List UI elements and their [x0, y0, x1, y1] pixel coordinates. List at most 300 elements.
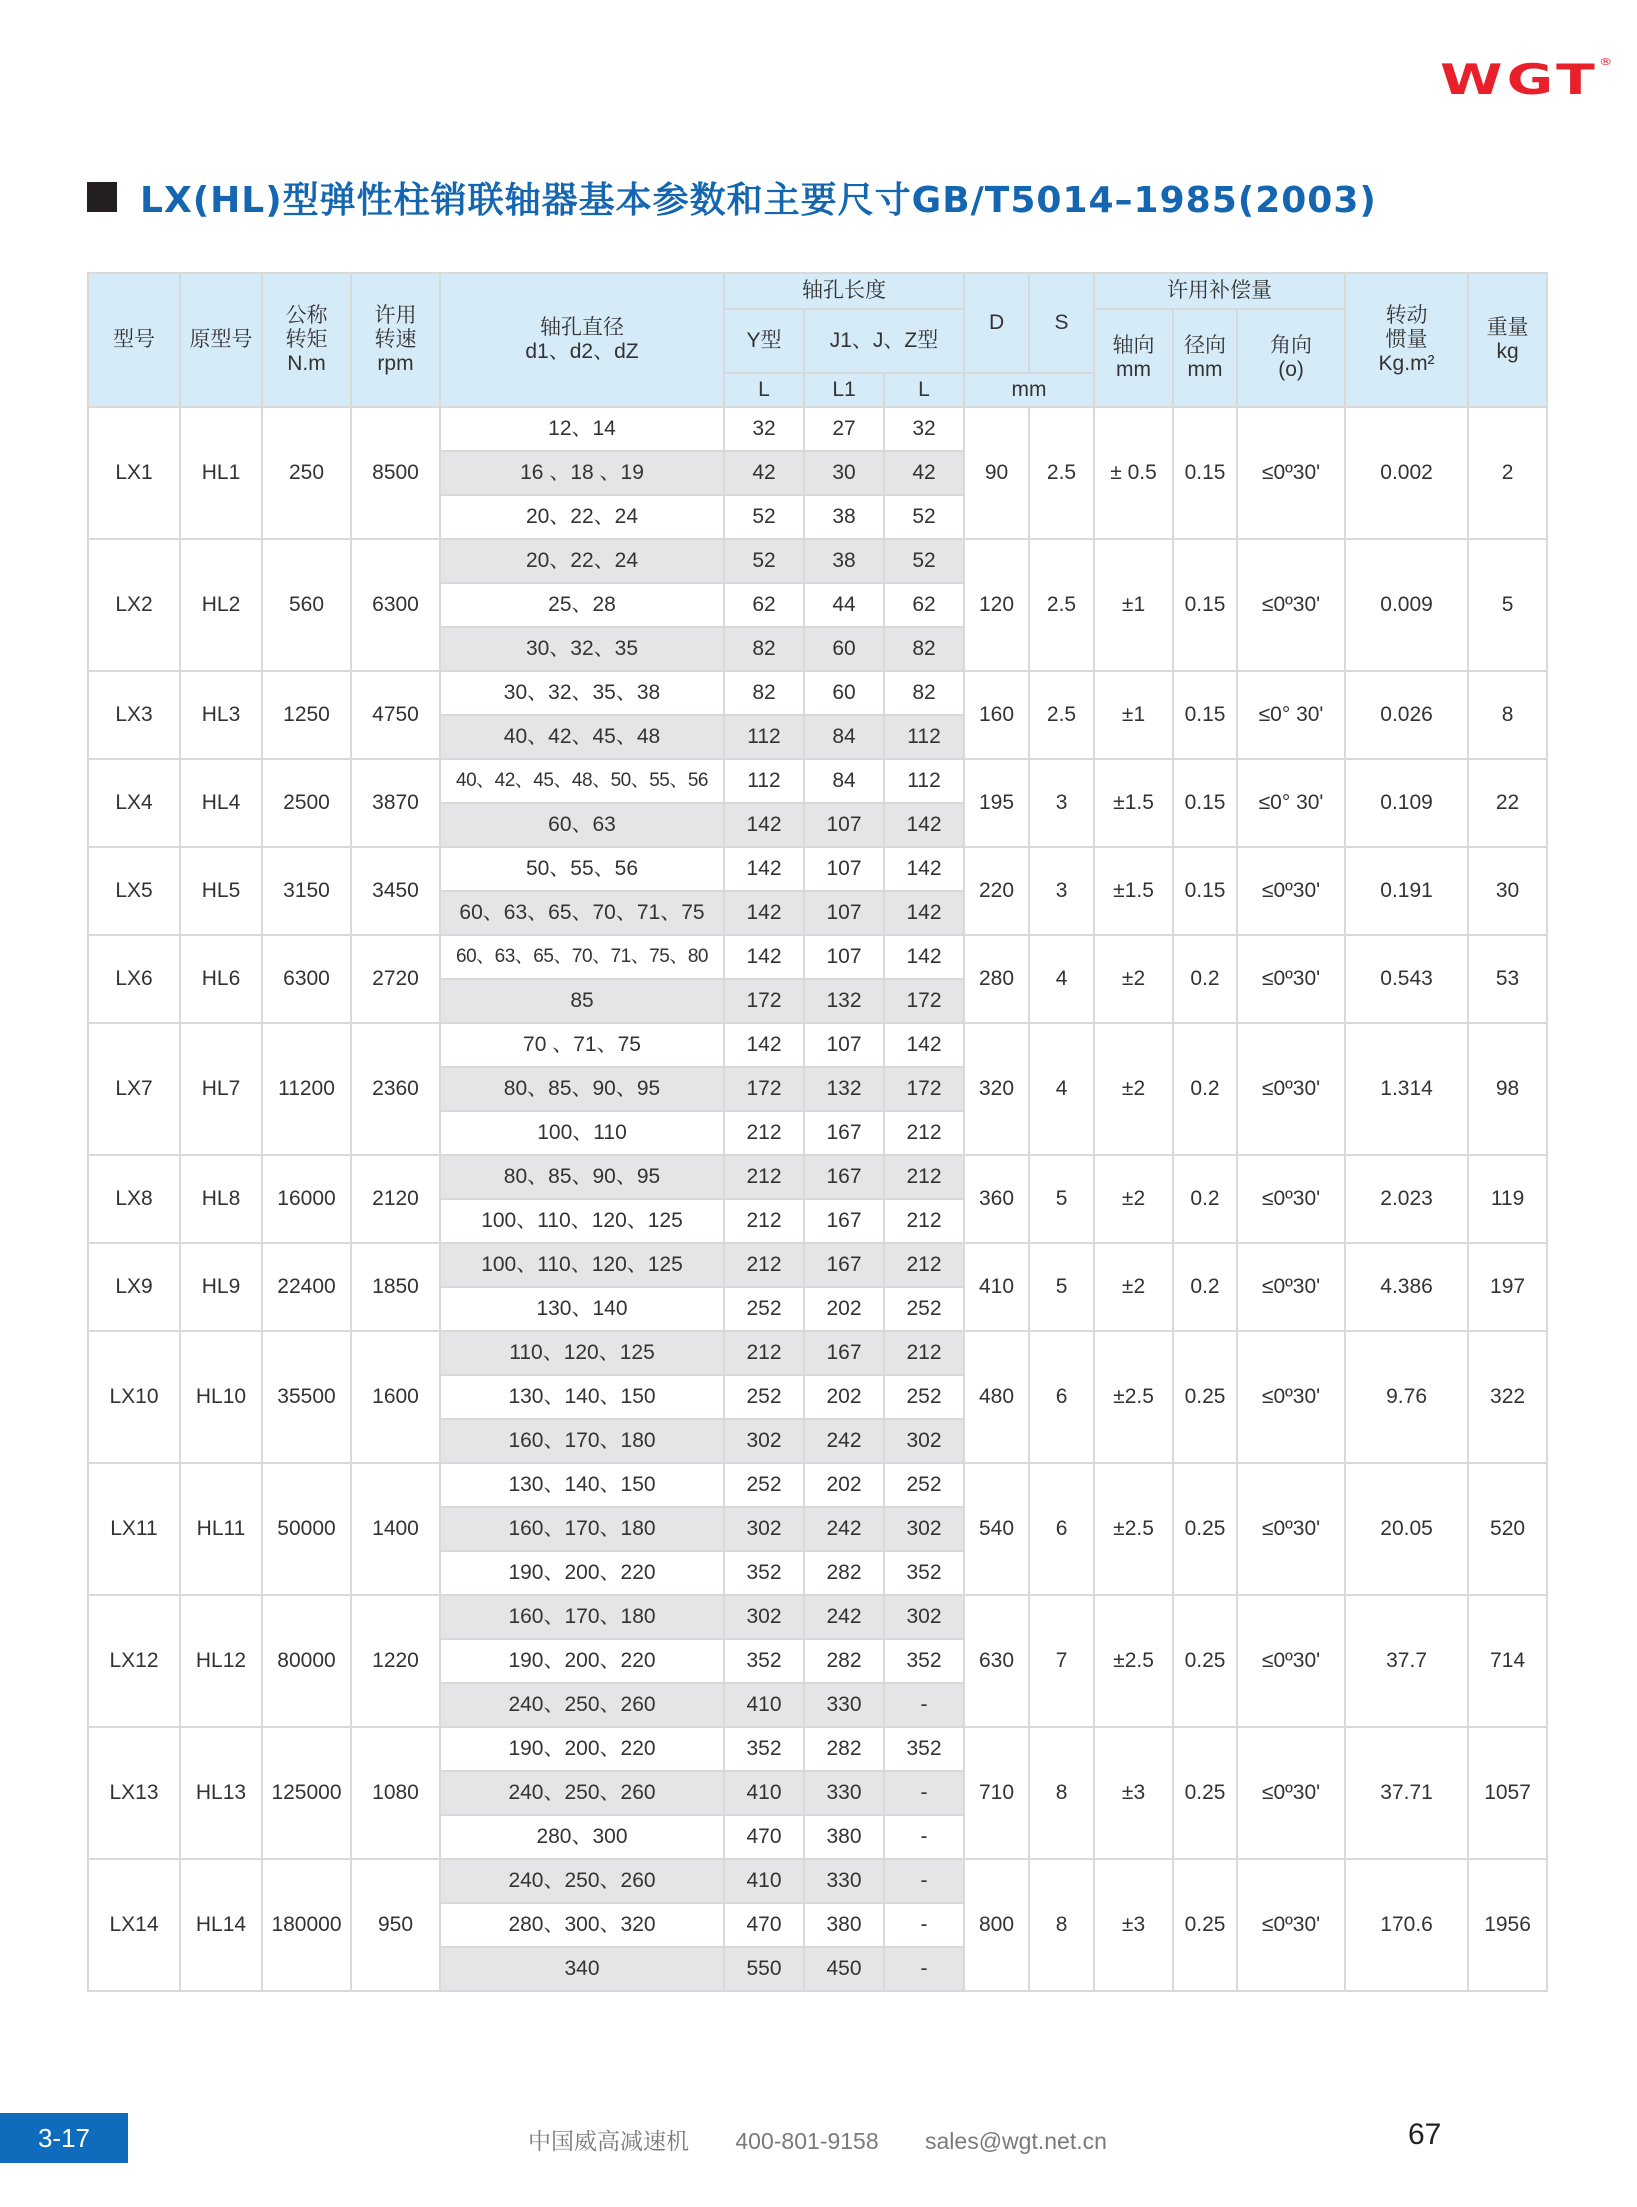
- cell-j-L1: 84: [804, 715, 884, 759]
- cell-weight: 30: [1468, 847, 1547, 935]
- cell-bore-diameter: 80、85、90、95: [440, 1155, 724, 1199]
- cell-speed: 4750: [351, 671, 440, 759]
- cell-bore-diameter: 160、170、180: [440, 1507, 724, 1551]
- cell-weight: 322: [1468, 1331, 1547, 1463]
- header-j-L: L: [884, 373, 964, 407]
- cell-speed: 2120: [351, 1155, 440, 1243]
- cell-y-L: 410: [724, 1859, 804, 1903]
- cell-radial: 0.15: [1173, 759, 1237, 847]
- cell-j-L1: 330: [804, 1859, 884, 1903]
- cell-bore-diameter: 100、110: [440, 1111, 724, 1155]
- cell-angular: ≤0º30': [1237, 1463, 1345, 1595]
- cell-bore-diameter: 130、140、150: [440, 1375, 724, 1419]
- cell-speed: 3870: [351, 759, 440, 847]
- cell-y-L: 302: [724, 1595, 804, 1639]
- cell-j-L: 142: [884, 935, 964, 979]
- cell-bore-diameter: 12、14: [440, 407, 724, 451]
- cell-j-L: 212: [884, 1111, 964, 1155]
- cell-D: 710: [964, 1727, 1029, 1859]
- cell-j-L1: 107: [804, 803, 884, 847]
- cell-radial: 0.2: [1173, 1243, 1237, 1331]
- cell-bore-diameter: 30、32、35: [440, 627, 724, 671]
- cell-axial: ±1.5: [1094, 847, 1173, 935]
- cell-radial: 0.15: [1173, 407, 1237, 539]
- cell-speed: 2720: [351, 935, 440, 1023]
- table-row: [88, 1727, 1547, 1771]
- cell-y-L: 52: [724, 495, 804, 539]
- cell-bore-diameter: 100、110、120、125: [440, 1199, 724, 1243]
- cell-bore-diameter: 60、63: [440, 803, 724, 847]
- cell-radial: 0.2: [1173, 1023, 1237, 1155]
- cell-j-L: 142: [884, 803, 964, 847]
- cell-bore-diameter: 340: [440, 1947, 724, 1991]
- cell-j-L: 172: [884, 979, 964, 1023]
- cell-speed: 2360: [351, 1023, 440, 1155]
- cell-speed: 1850: [351, 1243, 440, 1331]
- cell-torque: 180000: [262, 1859, 351, 1991]
- cell-torque: 1250: [262, 671, 351, 759]
- cell-y-L: 142: [724, 803, 804, 847]
- cell-bore-diameter: 190、200、220: [440, 1639, 724, 1683]
- cell-speed: 1220: [351, 1595, 440, 1727]
- table-row: [88, 407, 1547, 451]
- cell-y-L: 112: [724, 715, 804, 759]
- cell-j-L: 82: [884, 627, 964, 671]
- cell-j-L: 172: [884, 1067, 964, 1111]
- table-row: [88, 1243, 1547, 1287]
- cell-j-L: 352: [884, 1639, 964, 1683]
- cell-D: 220: [964, 847, 1029, 935]
- header-D: D: [964, 273, 1029, 373]
- cell-j-L1: 167: [804, 1155, 884, 1199]
- wgt-logo: [1440, 55, 1612, 104]
- section-tab: 3-17: [0, 2113, 128, 2163]
- cell-weight: 119: [1468, 1155, 1547, 1243]
- cell-angular: ≤0° 30': [1237, 759, 1345, 847]
- cell-axial: ±2.5: [1094, 1331, 1173, 1463]
- cell-j-L1: 330: [804, 1771, 884, 1815]
- footer-email: sales@wgt.net.cn: [925, 2128, 1107, 2154]
- cell-torque: 250: [262, 407, 351, 539]
- cell-inertia: 0.191: [1345, 847, 1468, 935]
- cell-angular: ≤0º30': [1237, 847, 1345, 935]
- cell-j-L1: 167: [804, 1111, 884, 1155]
- table-row: [88, 847, 1547, 891]
- cell-angular: ≤0º30': [1237, 1727, 1345, 1859]
- cell-j-L: -: [884, 1815, 964, 1859]
- cell-torque: 3150: [262, 847, 351, 935]
- cell-j-L: 52: [884, 539, 964, 583]
- cell-y-L: 410: [724, 1683, 804, 1727]
- cell-j-L: 112: [884, 715, 964, 759]
- cell-j-L1: 107: [804, 1023, 884, 1067]
- cell-j-L: 212: [884, 1155, 964, 1199]
- cell-y-L: 302: [724, 1507, 804, 1551]
- title-bullet-square-icon: [87, 182, 117, 212]
- table-row: [88, 759, 1547, 803]
- cell-axial: ±1.5: [1094, 759, 1173, 847]
- cell-y-L: 470: [724, 1903, 804, 1947]
- cell-axial: ±2: [1094, 1243, 1173, 1331]
- cell-y-L: 352: [724, 1551, 804, 1595]
- cell-j-L: -: [884, 1771, 964, 1815]
- cell-torque: 80000: [262, 1595, 351, 1727]
- cell-D: 195: [964, 759, 1029, 847]
- cell-inertia: 37.7: [1345, 1595, 1468, 1727]
- cell-axial: ±2: [1094, 1023, 1173, 1155]
- cell-j-L1: 330: [804, 1683, 884, 1727]
- cell-old-model: HL3: [180, 671, 262, 759]
- cell-radial: 0.25: [1173, 1595, 1237, 1727]
- cell-j-L1: 30: [804, 451, 884, 495]
- header-axial: 轴向 mm: [1094, 309, 1173, 407]
- cell-inertia: 0.109: [1345, 759, 1468, 847]
- table-body: [88, 407, 1547, 1991]
- cell-j-L: 212: [884, 1243, 964, 1287]
- table-header: [88, 273, 1547, 407]
- cell-D: 410: [964, 1243, 1029, 1331]
- cell-weight: 53: [1468, 935, 1547, 1023]
- cell-model: LX6: [88, 935, 180, 1023]
- footer-phone: 400-801-9158: [735, 2128, 879, 2154]
- cell-j-L: 142: [884, 891, 964, 935]
- cell-j-L1: 132: [804, 1067, 884, 1111]
- cell-j-L1: 202: [804, 1375, 884, 1419]
- cell-j-L1: 202: [804, 1463, 884, 1507]
- cell-D: 480: [964, 1331, 1029, 1463]
- cell-S: 3: [1029, 847, 1094, 935]
- cell-j-L: 252: [884, 1463, 964, 1507]
- cell-old-model: HL11: [180, 1463, 262, 1595]
- cell-j-L: -: [884, 1683, 964, 1727]
- cell-speed: 1080: [351, 1727, 440, 1859]
- registered-mark: ®: [1598, 57, 1613, 68]
- cell-old-model: HL12: [180, 1595, 262, 1727]
- table-row: [88, 1155, 1547, 1199]
- header-old-model: 原型号: [180, 273, 262, 407]
- cell-y-L: 410: [724, 1771, 804, 1815]
- cell-j-L: 32: [884, 407, 964, 451]
- header-j-L1: L1: [804, 373, 884, 407]
- coupling-spec-table: [87, 272, 1548, 1992]
- cell-bore-diameter: 70 、71、75: [440, 1023, 724, 1067]
- cell-weight: 8: [1468, 671, 1547, 759]
- cell-inertia: 0.026: [1345, 671, 1468, 759]
- cell-radial: 0.25: [1173, 1859, 1237, 1991]
- cell-torque: 35500: [262, 1331, 351, 1463]
- cell-axial: ±2: [1094, 1155, 1173, 1243]
- logo-text: WGT: [1440, 55, 1599, 104]
- table-row: [88, 1859, 1547, 1903]
- cell-angular: ≤0º30': [1237, 1243, 1345, 1331]
- cell-S: 2.5: [1029, 671, 1094, 759]
- cell-weight: 520: [1468, 1463, 1547, 1595]
- cell-model: LX9: [88, 1243, 180, 1331]
- cell-y-L: 142: [724, 847, 804, 891]
- cell-angular: ≤0º30': [1237, 1155, 1345, 1243]
- cell-D: 120: [964, 539, 1029, 671]
- cell-bore-diameter: 240、250、260: [440, 1859, 724, 1903]
- cell-j-L: 142: [884, 847, 964, 891]
- cell-old-model: HL5: [180, 847, 262, 935]
- cell-bore-diameter: 130、140: [440, 1287, 724, 1331]
- header-y-type: Y型: [724, 309, 804, 373]
- header-mm-unit: mm: [964, 373, 1094, 407]
- cell-bore-diameter: 20、22、24: [440, 495, 724, 539]
- cell-axial: ±2.5: [1094, 1463, 1173, 1595]
- cell-D: 160: [964, 671, 1029, 759]
- cell-bore-diameter: 80、85、90、95: [440, 1067, 724, 1111]
- cell-old-model: HL13: [180, 1727, 262, 1859]
- header-bore-length-group: 轴孔长度: [724, 273, 964, 309]
- cell-torque: 6300: [262, 935, 351, 1023]
- cell-j-L: 212: [884, 1331, 964, 1375]
- cell-speed: 6300: [351, 539, 440, 671]
- cell-j-L1: 107: [804, 847, 884, 891]
- header-model: 型号: [88, 273, 180, 407]
- cell-axial: ±1: [1094, 539, 1173, 671]
- cell-y-L: 82: [724, 627, 804, 671]
- cell-y-L: 212: [724, 1199, 804, 1243]
- cell-old-model: HL9: [180, 1243, 262, 1331]
- cell-j-L1: 242: [804, 1419, 884, 1463]
- cell-S: 3: [1029, 759, 1094, 847]
- cell-j-L1: 132: [804, 979, 884, 1023]
- table-row: [88, 1023, 1547, 1067]
- header-compensation-group: 许用补偿量: [1094, 273, 1345, 309]
- cell-j-L: 42: [884, 451, 964, 495]
- cell-j-L1: 44: [804, 583, 884, 627]
- cell-angular: ≤0º30': [1237, 1331, 1345, 1463]
- cell-inertia: 2.023: [1345, 1155, 1468, 1243]
- cell-j-L1: 107: [804, 891, 884, 935]
- cell-radial: 0.15: [1173, 671, 1237, 759]
- table-row: [88, 671, 1547, 715]
- header-speed: 许用 转速 rpm: [351, 273, 440, 407]
- cell-y-L: 142: [724, 1023, 804, 1067]
- cell-bore-diameter: 240、250、260: [440, 1771, 724, 1815]
- header-S: S: [1029, 273, 1094, 373]
- cell-inertia: 37.71: [1345, 1727, 1468, 1859]
- cell-j-L: -: [884, 1903, 964, 1947]
- cell-torque: 11200: [262, 1023, 351, 1155]
- table-row: [88, 1463, 1547, 1507]
- cell-S: 4: [1029, 935, 1094, 1023]
- cell-j-L: 142: [884, 1023, 964, 1067]
- cell-j-L: 252: [884, 1375, 964, 1419]
- cell-D: 280: [964, 935, 1029, 1023]
- cell-model: LX7: [88, 1023, 180, 1155]
- cell-old-model: HL1: [180, 407, 262, 539]
- cell-y-L: 212: [724, 1331, 804, 1375]
- cell-model: LX13: [88, 1727, 180, 1859]
- cell-j-L: 62: [884, 583, 964, 627]
- cell-D: 90: [964, 407, 1029, 539]
- cell-model: LX4: [88, 759, 180, 847]
- cell-y-L: 212: [724, 1243, 804, 1287]
- cell-j-L: 212: [884, 1199, 964, 1243]
- cell-model: LX12: [88, 1595, 180, 1727]
- cell-weight: 1956: [1468, 1859, 1547, 1991]
- cell-old-model: HL7: [180, 1023, 262, 1155]
- cell-j-L1: 282: [804, 1727, 884, 1771]
- cell-S: 5: [1029, 1155, 1094, 1243]
- cell-inertia: 0.002: [1345, 407, 1468, 539]
- cell-bore-diameter: 160、170、180: [440, 1595, 724, 1639]
- cell-y-L: 172: [724, 1067, 804, 1111]
- header-weight: 重量 kg: [1468, 273, 1547, 407]
- cell-old-model: HL8: [180, 1155, 262, 1243]
- cell-j-L1: 282: [804, 1551, 884, 1595]
- cell-j-L1: 450: [804, 1947, 884, 1991]
- cell-model: LX3: [88, 671, 180, 759]
- cell-j-L1: 242: [804, 1595, 884, 1639]
- cell-weight: 22: [1468, 759, 1547, 847]
- cell-y-L: 302: [724, 1419, 804, 1463]
- cell-inertia: 0.543: [1345, 935, 1468, 1023]
- header-radial: 径向 mm: [1173, 309, 1237, 407]
- cell-y-L: 172: [724, 979, 804, 1023]
- cell-torque: 50000: [262, 1463, 351, 1595]
- cell-bore-diameter: 60、63、65、70、71、75、80: [440, 935, 724, 979]
- cell-D: 540: [964, 1463, 1029, 1595]
- cell-S: 4: [1029, 1023, 1094, 1155]
- cell-axial: ±2: [1094, 935, 1173, 1023]
- cell-axial: ± 0.5: [1094, 407, 1173, 539]
- cell-torque: 22400: [262, 1243, 351, 1331]
- cell-y-L: 252: [724, 1375, 804, 1419]
- cell-model: LX10: [88, 1331, 180, 1463]
- cell-y-L: 352: [724, 1639, 804, 1683]
- cell-axial: ±1: [1094, 671, 1173, 759]
- cell-j-L1: 60: [804, 671, 884, 715]
- cell-y-L: 252: [724, 1463, 804, 1507]
- cell-bore-diameter: 160、170、180: [440, 1419, 724, 1463]
- cell-model: LX2: [88, 539, 180, 671]
- cell-model: LX14: [88, 1859, 180, 1991]
- cell-S: 6: [1029, 1463, 1094, 1595]
- cell-j-L: 112: [884, 759, 964, 803]
- cell-y-L: 82: [724, 671, 804, 715]
- cell-j-L1: 242: [804, 1507, 884, 1551]
- cell-bore-diameter: 130、140、150: [440, 1463, 724, 1507]
- cell-S: 2.5: [1029, 407, 1094, 539]
- cell-bore-diameter: 20、22、24: [440, 539, 724, 583]
- cell-bore-diameter: 50、55、56: [440, 847, 724, 891]
- cell-bore-diameter: 30、32、35、38: [440, 671, 724, 715]
- cell-angular: ≤0º30': [1237, 407, 1345, 539]
- cell-j-L1: 38: [804, 495, 884, 539]
- cell-bore-diameter: 100、110、120、125: [440, 1243, 724, 1287]
- cell-inertia: 1.314: [1345, 1023, 1468, 1155]
- cell-bore-diameter: 280、300: [440, 1815, 724, 1859]
- cell-j-L1: 27: [804, 407, 884, 451]
- cell-bore-diameter: 25、28: [440, 583, 724, 627]
- cell-bore-diameter: 60、63、65、70、71、75: [440, 891, 724, 935]
- header-angular: 角向 (o): [1237, 309, 1345, 407]
- cell-j-L1: 380: [804, 1903, 884, 1947]
- cell-bore-diameter: 40、42、45、48、50、55、56: [440, 759, 724, 803]
- cell-j-L: 252: [884, 1287, 964, 1331]
- cell-angular: ≤0º30': [1237, 539, 1345, 671]
- cell-torque: 125000: [262, 1727, 351, 1859]
- cell-bore-diameter: 280、300、320: [440, 1903, 724, 1947]
- page-title: LX(HL)型弹性柱销联轴器基本参数和主要尺寸GB/T5014–1985(2003): [140, 180, 1377, 221]
- cell-inertia: 0.009: [1345, 539, 1468, 671]
- cell-j-L: 82: [884, 671, 964, 715]
- cell-model: LX5: [88, 847, 180, 935]
- cell-weight: 197: [1468, 1243, 1547, 1331]
- cell-j-L: 52: [884, 495, 964, 539]
- cell-bore-diameter: 190、200、220: [440, 1727, 724, 1771]
- cell-inertia: 20.05: [1345, 1463, 1468, 1595]
- header-bore-diameter: 轴孔直径 d1、d2、dZ: [440, 273, 724, 407]
- header-y-L: L: [724, 373, 804, 407]
- cell-j-L1: 84: [804, 759, 884, 803]
- cell-angular: ≤0º30': [1237, 1023, 1345, 1155]
- cell-torque: 560: [262, 539, 351, 671]
- cell-speed: 950: [351, 1859, 440, 1991]
- cell-bore-diameter: 110、120、125: [440, 1331, 724, 1375]
- cell-j-L: 302: [884, 1419, 964, 1463]
- cell-bore-diameter: 240、250、260: [440, 1683, 724, 1727]
- cell-y-L: 212: [724, 1155, 804, 1199]
- cell-axial: ±3: [1094, 1727, 1173, 1859]
- cell-j-L: 302: [884, 1507, 964, 1551]
- cell-speed: 1400: [351, 1463, 440, 1595]
- cell-old-model: HL14: [180, 1859, 262, 1991]
- cell-y-L: 252: [724, 1287, 804, 1331]
- cell-j-L: 352: [884, 1727, 964, 1771]
- header-inertia: 转动 惯量 Kg.m²: [1345, 273, 1468, 407]
- cell-inertia: 9.76: [1345, 1331, 1468, 1463]
- table-row: [88, 539, 1547, 583]
- cell-inertia: 4.386: [1345, 1243, 1468, 1331]
- cell-j-L: -: [884, 1947, 964, 1991]
- cell-S: 2.5: [1029, 539, 1094, 671]
- cell-j-L1: 380: [804, 1815, 884, 1859]
- cell-angular: ≤0º30': [1237, 1859, 1345, 1991]
- cell-y-L: 42: [724, 451, 804, 495]
- cell-y-L: 352: [724, 1727, 804, 1771]
- cell-radial: 0.2: [1173, 935, 1237, 1023]
- cell-angular: ≤0º30': [1237, 1595, 1345, 1727]
- cell-angular: ≤0° 30': [1237, 671, 1345, 759]
- cell-weight: 98: [1468, 1023, 1547, 1155]
- cell-model: LX8: [88, 1155, 180, 1243]
- cell-y-L: 142: [724, 935, 804, 979]
- cell-radial: 0.15: [1173, 539, 1237, 671]
- cell-bore-diameter: 190、200、220: [440, 1551, 724, 1595]
- cell-y-L: 550: [724, 1947, 804, 1991]
- cell-y-L: 142: [724, 891, 804, 935]
- cell-radial: 0.25: [1173, 1727, 1237, 1859]
- table-row: [88, 935, 1547, 979]
- cell-angular: ≤0º30': [1237, 935, 1345, 1023]
- cell-S: 6: [1029, 1331, 1094, 1463]
- cell-old-model: HL2: [180, 539, 262, 671]
- cell-j-L1: 38: [804, 539, 884, 583]
- cell-inertia: 170.6: [1345, 1859, 1468, 1991]
- cell-old-model: HL10: [180, 1331, 262, 1463]
- cell-weight: 714: [1468, 1595, 1547, 1727]
- cell-S: 8: [1029, 1859, 1094, 1991]
- footer-contact: [528, 2123, 1147, 2156]
- cell-speed: 3450: [351, 847, 440, 935]
- table-row: [88, 1331, 1547, 1375]
- cell-j-L1: 60: [804, 627, 884, 671]
- cell-speed: 1600: [351, 1331, 440, 1463]
